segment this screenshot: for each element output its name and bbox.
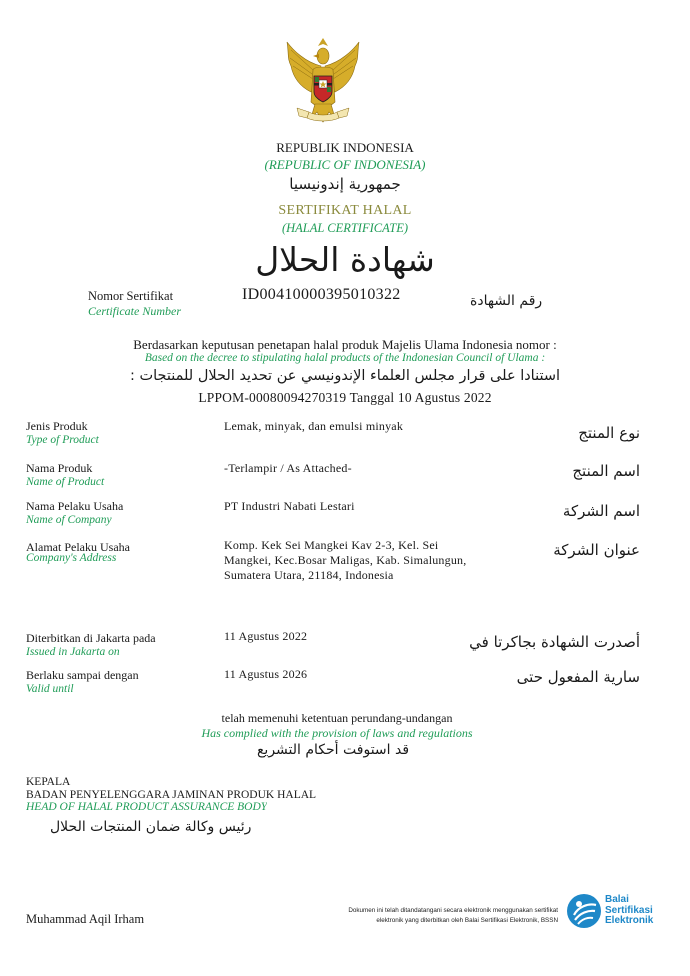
company-address-label-en: Company's Address [26,552,117,564]
company-address-label-ar: عنوان الشركة [553,541,640,559]
country-name: REPUBLIK INDONESIA [276,140,414,155]
compliance-text: telah memenuhi ketentuan perundang-undangan [221,711,453,725]
company-name-label-en: Name of Company [26,514,112,526]
issued-label-id: Diterbitkan di Jakarta pada [26,631,156,645]
product-name-label-en: Name of Product [26,476,105,488]
certificate-title-ar: شهادة الحلال [255,240,435,279]
issued-label [26,631,156,659]
esign-note-line: Dokumen ini telah ditandatangani secara elektronik menggunakan sertifikat [348,907,558,914]
valid-until-label [26,668,139,696]
certificate-title: SERTIFIKAT HALAL [278,203,412,218]
product-name-label-ar: اسم المنتج [572,462,640,480]
product-name-label-id: Nama Produk [26,461,93,475]
product-type-value: Lemak, minyak, dan emulsi minyak [224,419,404,433]
signatory-agency-ar: رئيس وكالة ضمان المنتجات الحلال [50,819,252,835]
certificate-title-en: (HALAL CERTIFICATE) [281,221,409,235]
company-address-value [224,538,466,583]
compliance-text-ar: قد استوفت أحكام التشريع [256,742,410,758]
garuda-emblem [283,36,363,128]
certificate-number-label-en: Certificate Number [88,304,181,318]
decree-text-ar: استنادا على قرار مجلس العلماء الإندونيسي عن تحديد الحلال للمنتجات : [129,368,561,384]
company-address-line: Komp. Kek Sei Mangkei Kav 2-3, Kel. Sei [224,538,439,552]
product-type-label-ar: نوع المنتج [578,424,640,442]
company-name-label [26,499,123,527]
bsre-line: Sertifikasi [605,904,653,916]
country-name-en: (REPUBLIC OF INDONESIA) [264,157,426,172]
company-name-label-ar: اسم الشركة [562,502,640,520]
product-type-label-en: Type of Product [26,434,99,446]
bsre-line: Elektronik [605,915,654,926]
signatory-name: Muhammad Aqil Irham [26,912,145,926]
esign-note [300,906,558,926]
company-name-value: PT Industri Nabati Lestari [224,499,355,513]
valid-until-label-ar: سارية المفعول حتى [516,668,640,686]
company-name-label-id: Nama Pelaku Usaha [26,499,124,513]
certificate-number-label: Nomor Sertifikat [88,289,174,303]
certificate-number-value: ID00410000395010322 [242,286,401,303]
issued-value: 11 Agustus 2022 [224,629,308,643]
product-name-label [26,461,104,489]
bsre-wordmark [605,895,653,927]
certificate-number-label-ar: رقم الشهادة [470,293,543,309]
signatory-agency-en: HEAD OF HALAL PRODUCT ASSURANCE BODY [26,801,268,812]
company-address-label-id: Alamat Pelaku Usaha [26,540,130,554]
decree-number: LPPOM-00080094270319 Tanggal 10 Agustus 2022 [198,390,492,405]
signatory-title: KEPALA [26,776,71,788]
company-address-line: Mangkei, Kec.Bosar Maligas, Kab. Simalungun, [224,553,467,567]
esign-note-line: elektronik yang diterbitkan oleh Balai Sertifikasi Elektronik, BSSN [376,917,558,924]
issued-label-en: Issued in Jakarta on [26,646,120,658]
compliance-text-en: Has complied with the provision of laws and regulations [201,726,473,740]
company-address-label [26,540,130,565]
valid-until-value: 11 Agustus 2026 [224,667,308,681]
bsre-line: Balai [605,894,629,905]
valid-until-label-id: Berlaku sampai dengan [26,668,139,682]
bsre-logo-icon [566,893,602,929]
signatory-agency: BADAN PENYELENGGARA JAMINAN PRODUK HALAL [26,789,317,801]
country-name-ar: جمهورية إندونيسيا [289,175,401,193]
decree-text-en: Based on the decree to stipulating halal products of the Indonesian Council of Ulama : [144,352,546,364]
issued-label-ar: أصدرت الشهادة بجاكرتا في [469,633,640,651]
product-name-value: -Terlampir / As Attached- [224,461,352,475]
product-type-label [26,419,99,447]
company-address-line: Sumatera Utara, 21184, Indonesia [224,568,394,582]
decree-text: Berdasarkan keputusan penetapan halal produk Majelis Ulama Indonesia nomor : [133,337,557,352]
valid-until-label-en: Valid until [26,683,74,695]
product-type-label-id: Jenis Produk [26,419,88,433]
